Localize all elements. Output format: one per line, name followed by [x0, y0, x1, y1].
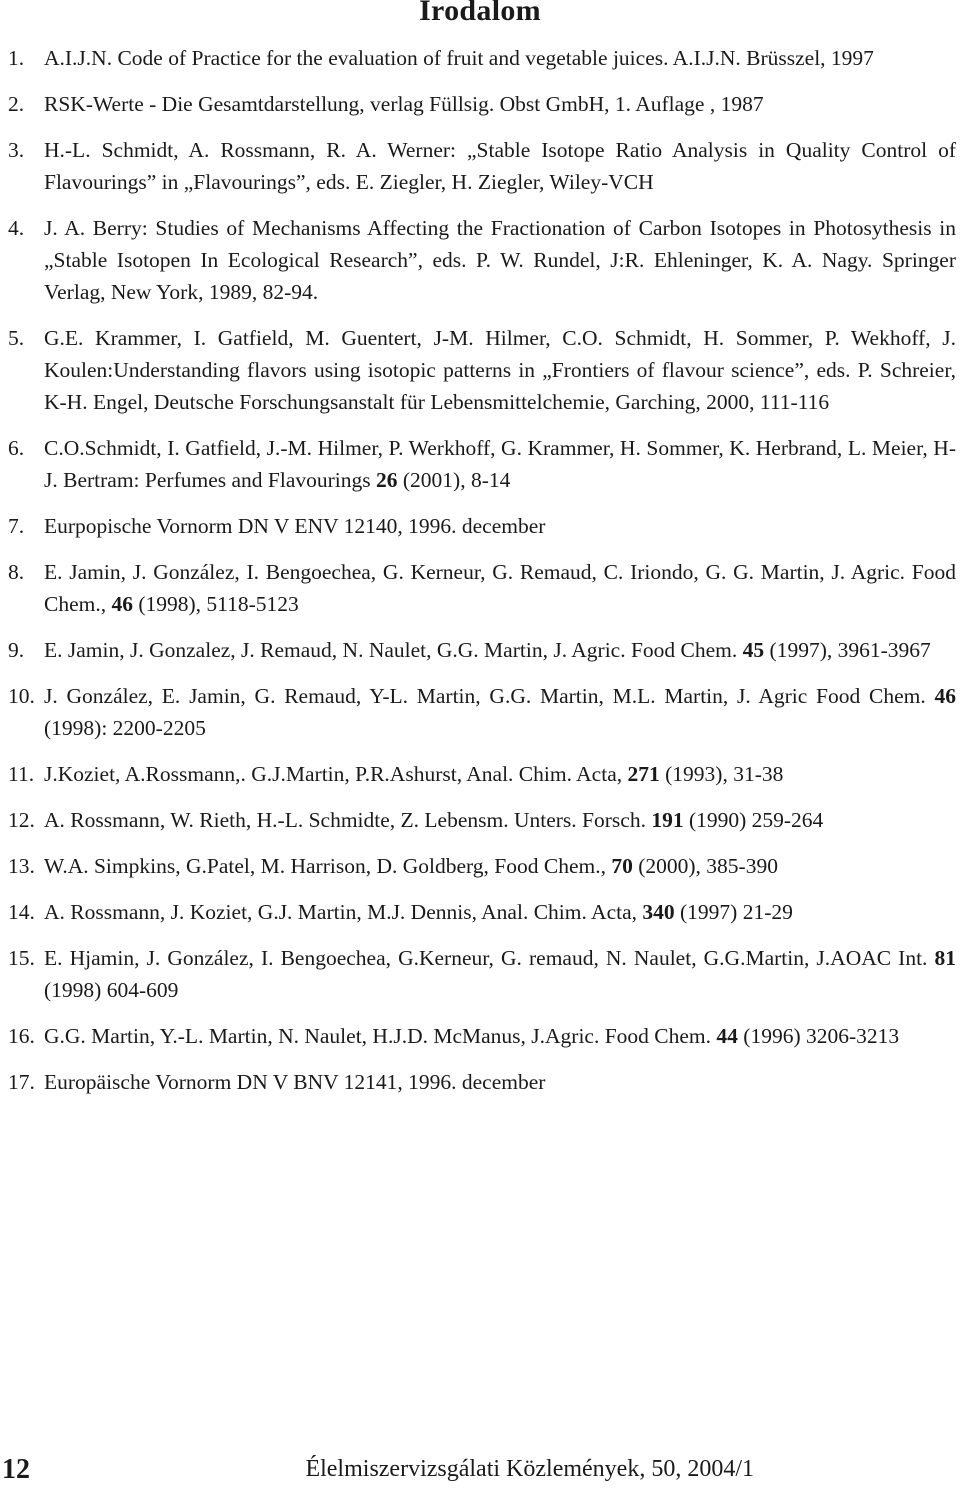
reference-text-part: G.G. Martin, Y.-L. Martin, N. Naulet, H.J.D. McManus, J.Agric. Food Chem. [44, 1024, 717, 1048]
reference-item [8, 680, 956, 744]
volume-number: 44 [716, 1024, 738, 1048]
reference-text [44, 212, 956, 308]
reference-text [44, 896, 956, 928]
reference-text-part: E. Jamin, J. Gonzalez, J. Remaud, N. Naulet, G.G. Martin, J. Agric. Food Chem. [44, 638, 743, 662]
volume-number: 26 [376, 468, 398, 492]
reference-item [8, 88, 956, 120]
volume-number: 340 [642, 900, 675, 924]
reference-number: 13. [8, 854, 35, 878]
reference-item [8, 322, 956, 418]
reference-text [44, 634, 956, 666]
reference-text-part: E. Jamin, J. González, I. Bengoechea, G. Kerneur, G. Remaud, C. Iriondo, G. G. Martin, J. Agric. Food Chem., [44, 560, 956, 616]
journal-citation: Élelmiszervizsgálati Közlemények, 50, 2004/1 [305, 1456, 754, 1482]
reference-item [8, 896, 956, 928]
reference-text-part: Europäische Vornorm DN V BNV 12141, 1996. december [44, 1070, 546, 1094]
reference-text-part: A. Rossmann, J. Koziet, G.J. Martin, M.J. Dennis, Anal. Chim. Acta, [44, 900, 643, 924]
reference-text-part: W.A. Simpkins, G.Patel, M. Harrison, D. Goldberg, Food Chem., [44, 854, 612, 878]
reference-number: 14. [8, 900, 35, 924]
reference-text-part: (1997), 3961-3967 [764, 638, 931, 662]
reference-number: 15. [8, 946, 35, 970]
reference-text-part: J.Koziet, A.Rossmann,. G.J.Martin, P.R.Ashurst, Anal. Chim. Acta, [44, 762, 628, 786]
reference-text [44, 758, 956, 790]
reference-item [8, 850, 956, 882]
reference-number: 1. [8, 46, 25, 70]
reference-text-part: (2000), 385-390 [632, 854, 778, 878]
reference-text [44, 322, 956, 418]
reference-text-part: (1996) 3206-3213 [737, 1024, 900, 1048]
reference-text-part: E. Hjamin, J. González, I. Bengoechea, G.Kerneur, G. remaud, N. Naulet, G.G.Martin, J.AOAC Int. [44, 946, 935, 970]
reference-item [8, 1020, 956, 1052]
reference-item [8, 758, 956, 790]
reference-text-part: J. González, E. Jamin, G. Remaud, Y-L. Martin, G.G. Martin, M.L. Martin, J. Agric Food Chem. [44, 684, 935, 708]
reference-text [44, 88, 956, 120]
reference-text [44, 680, 956, 744]
reference-text-part: (1993), 31-38 [659, 762, 784, 786]
reference-number: 10. [8, 684, 35, 708]
reference-text [44, 942, 956, 1006]
reference-text-part: C.O.Schmidt, I. Gatfield, J.-M. Hilmer, P. Werkhoff, G. Krammer, H. Sommer, K. Herbrand, L. Meier, H-J. Bertram: Perfumes and Flavourings [44, 436, 956, 492]
reference-item [8, 556, 956, 620]
reference-text [44, 850, 956, 882]
reference-number: 11. [8, 762, 35, 786]
reference-text-part: (1990) 259-264 [683, 808, 824, 832]
reference-number: 16. [8, 1024, 35, 1048]
reference-text-part: J. A. Berry: Studies of Mechanisms Affecting the Fractionation of Carbon Isotopes in Photosythesis in „Stable Isotopen In Ecological Research”, eds. P. W. Rundel, J:R. Ehleninger, K. A. Nagy. Springer Verlag, New York, 1989, 82-94. [44, 216, 956, 304]
reference-text-part: (1998), 5118-5123 [132, 592, 299, 616]
reference-item [8, 42, 956, 74]
volume-number: 70 [611, 854, 633, 878]
reference-item [8, 942, 956, 1006]
reference-item [8, 634, 956, 666]
page-title: Irodalom [419, 0, 541, 27]
reference-number: 2. [8, 92, 25, 116]
reference-number: 3. [8, 138, 25, 162]
reference-number: 17. [8, 1070, 35, 1094]
reference-text-part: H.-L. Schmidt, A. Rossmann, R. A. Werner: „Stable Isotope Ratio Analysis in Quality Control of Flavourings” in „Flavourings”, eds. E. Ziegler, H. Ziegler, Wiley-VCH [44, 138, 956, 194]
reference-text-part: A.I.J.N. Code of Practice for the evaluation of fruit and vegetable juices. A.I.J.N. Brüsszel, 1997 [44, 46, 874, 70]
reference-text-part: G.E. Krammer, I. Gatfield, M. Guentert, J-M. Hilmer, C.O. Schmidt, H. Sommer, P. Wekhoff, J. Koulen:Understanding flavors using isotopic patterns in „Frontiers of flavour science”, eds. P. Schreier, K-H. Engel, Deutsche Forschungsanstalt für Lebensmittelchemie, Garching, 2000, 111-116 [44, 326, 956, 414]
reference-text-part: A. Rossmann, W. Rieth, H.-L. Schmidte, Z. Lebensm. Unters. Forsch. [44, 808, 652, 832]
reference-text [44, 1020, 956, 1052]
reference-text-part: (1998) 604-609 [44, 978, 179, 1002]
volume-number: 271 [627, 762, 660, 786]
page-footer [0, 1454, 960, 1488]
volume-number: 45 [742, 638, 765, 662]
reference-number: 7. [8, 514, 25, 538]
reference-text-part: RSK-Werte - Die Gesamtdarstellung, verlag Füllsig. Obst GmbH, 1. Auflage , 1987 [44, 92, 764, 116]
page-number: 12 [2, 1454, 30, 1485]
reference-text [44, 804, 956, 836]
reference-item [8, 804, 956, 836]
reference-text [44, 42, 956, 74]
reference-text-part: (1998): 2200-2205 [44, 716, 206, 740]
reference-number: 6. [8, 436, 25, 460]
volume-number: 191 [651, 808, 684, 832]
reference-text [44, 556, 956, 620]
reference-number: 4. [8, 216, 25, 240]
reference-item [8, 134, 956, 198]
reference-number: 8. [8, 560, 25, 584]
reference-number: 9. [8, 638, 25, 662]
reference-text-part: Eurpopische Vornorm DN V ENV 12140, 1996. december [44, 514, 546, 538]
volume-number: 46 [934, 684, 956, 708]
reference-text [44, 1066, 956, 1098]
reference-text [44, 134, 956, 198]
volume-number: 81 [934, 946, 956, 970]
reference-text [44, 510, 956, 542]
reference-text [44, 432, 956, 496]
reference-text-part: (1997) 21-29 [674, 900, 793, 924]
reference-item [8, 1066, 956, 1098]
reference-item [8, 212, 956, 308]
reference-text-part: (2001), 8-14 [397, 468, 511, 492]
reference-item [8, 432, 956, 496]
reference-number: 12. [8, 808, 35, 832]
reference-list [8, 42, 956, 1112]
reference-number: 5. [8, 326, 25, 350]
volume-number: 46 [111, 592, 133, 616]
reference-item [8, 510, 956, 542]
